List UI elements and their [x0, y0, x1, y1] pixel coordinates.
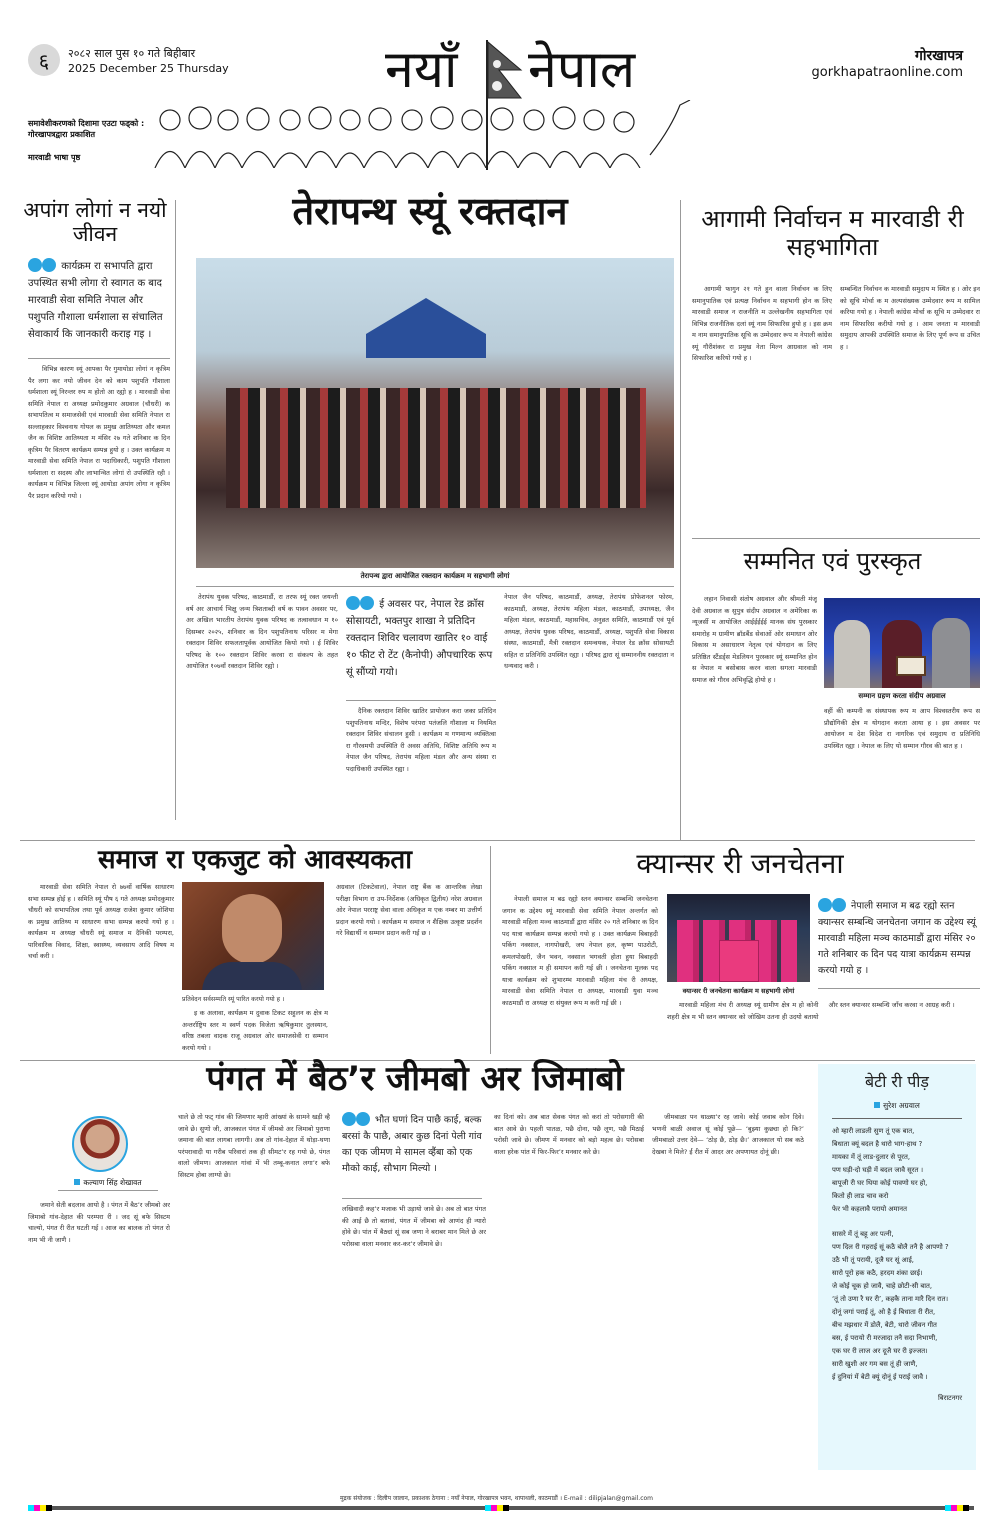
divider [346, 700, 496, 701]
masthead-left: नयाँ [385, 40, 458, 100]
quote-icon [342, 1112, 372, 1128]
poem-line: जे कोई चूक हो जावै, चाहे छोटी-सी बात, [832, 1282, 933, 1290]
page-number-text: ६ [38, 48, 50, 73]
pangat-body-5: जीमबाळा पन थाळ्या’र रह जावे। कोई जवाब कोन दिवे। भणनी बाळी अवाज सूं कोई पूछे— ‘बुझ्या कुछ्या हो कि?’ जीमबाळो उत्तर देवे— ‘ठोड़ छै, ठोड़ छै।’ आजकाल यो सब कठे देखबा ने मिले? ईं रीत में आदर अर अपणायत दोनूं छी। [652, 1113, 804, 1156]
cancer-body-2: मारवाडी महिला मंच री अध्यक्ष स्यूं ग्रामीण क्षेत्र म हो कोनी शहरी क्षेत्र म भी स्तन क्यान्सर को जोखिम उतना ही उदयो बतायो और स्तन क्यान्सर सम्बन्धि जाँच करवा न आग्रह करी । [667, 1001, 955, 1021]
person-center [882, 620, 922, 688]
samaj-photo-caption: प्रतिवेदन सर्वसम्मति स्यूं पारित करयो गयो ह । [182, 996, 285, 1003]
poem-author [832, 1098, 962, 1119]
author-avatar [72, 1116, 128, 1172]
honor-photo-caption: सम्मान ग्रहण करता संदीप अग्रवाल [858, 692, 946, 700]
quote-icon [346, 596, 376, 612]
samaj-body-2: इ क अलावा, कार्यक्रम म दुवाक टिकट सहुलन क क्षेत्र म अन्तर्राष्ट्रिय स्तर म स्वर्ण पदक विजेता ऋषिकुमार तुलस्यान, वरिष्ठ तबला वादक राजू अग्रवाल ओर समाजसेवी रा सम्मान करयो गयो । [182, 1009, 328, 1052]
apang-quote [28, 258, 170, 343]
column-divider [680, 200, 681, 840]
cancer-title: क्यान्सर री जनचेतना [636, 847, 844, 880]
poem-line: ‘तूं तो उणा रै घर री’, कहकै ताना मारै दिन रात। [832, 1295, 949, 1303]
pink-tshirt [719, 940, 759, 982]
brand-website[interactable]: gorkhapatraonline.com [811, 65, 963, 80]
date-english: 2025 December 25 Thursday [68, 62, 229, 75]
pangat-body-4: का दिनां को। अब बात सेवक पंगत को करां तो परोसगारी की बात आवे छे। पहली पातळ, पछै दोना, पछै लूण, पछै मिठाई परोसी जावे छे। जीमण में मनवार को बड़ो महत्व छे। परोसबा वाला हरेक पांत में फिर-फिर’र मनवार करे छे। [494, 1113, 644, 1156]
terapanth-quote-text: ई अवसर पर, नेपाल रेड क्रॉस सोसायटी, भक्तपुर शाखा ने प्रतिदिन रक्तदान शिविर चलावण खातिर १० वाई १० फीट रो टेंट (कैनोपी) औपचारिक रूप सूं सौंप्यो गयो। [346, 599, 493, 678]
divider [692, 538, 980, 539]
poem-line: उठै भी तूं परायी, दूजै घर सूं आई, [832, 1256, 914, 1264]
award-plaque [896, 656, 926, 676]
poem-stanza-1 [832, 1125, 962, 1216]
person-left [834, 620, 870, 688]
divider [342, 1198, 482, 1199]
brand-block [812, 46, 963, 80]
poem-box [818, 1064, 976, 1470]
pangat-title: पंगत में बैठ’र जीमबो अर जिमाबो [206, 1059, 624, 1099]
honor-body-1: लहान निवासी संतोष अग्रवाल और श्रीमती मंजू देवी अग्रवाल क सुपुत्र संदीप अग्रवाल न अमेरिका क न्यूजर्सी म आयोजित आईईईईई मानक संघ पुरस्कार समारोह म ग्रामीण ब्रॉडबैंड सेवाओं ओर समाधान ओर विकास म असाधारण नेतृत्व एवं योगदान क लिए प्रतिष्ठित स्टैंडर्ड्स मेडलियन पुरस्कार स्यूं सम्मानित होन स नेपाल म बसोबास करन वाला सगला मारवाडी समाज को गौरव अभिवृद्धि होयो ह । [692, 595, 817, 684]
poem-line: फेर भी कहलावै परायो अमानत [832, 1205, 907, 1213]
divider [818, 988, 980, 989]
pangat-body-1: जमाने सेती बदलाव आयो है । पंगत में बैठ’र जीमबो अर जिमाबो गांव-देहात की परम्परा री । जद सूं बफे सिस्टम चाल्यो, पंगत री रीत घटती गई । आज का बालक तो पंगत रो नाम भी नी जाणै । [28, 1201, 170, 1244]
tagline: समावेशीकरणको दिशामा एउटा फड्को : गोरखापत्रद्वारा प्रकाशित [28, 119, 145, 139]
poem-line: बापूजी री घर थिया कोई पावणो घर हो, [832, 1179, 928, 1187]
poem-title: बेटी री पीड़ [865, 1072, 929, 1091]
pangat-author [58, 1178, 158, 1188]
quote-icon [28, 258, 58, 274]
person-right [932, 618, 970, 688]
cancer-quote [818, 898, 980, 979]
column-divider [175, 200, 176, 820]
samaj-title: समाज रा एकजुट को आवस्यकता [98, 845, 412, 875]
poem-author-name: सुरेश अग्रवाल [883, 1101, 920, 1110]
crowd-illustration [150, 100, 710, 168]
speaker-suit [202, 962, 302, 990]
honor-title: सम्मनित एवं पुरस्कृत [743, 547, 922, 575]
masthead-right: नेपाल [528, 40, 636, 100]
cancer-awareness-photo [667, 894, 810, 982]
samaj-body-3: अग्रवाल (टिकटेवाल), नेपाल राष्ट्र बैंक क आन्तरिक लेखा परीक्षा विभाग रा उप-निर्देशक (अधिकृत द्वितीय) नरेश अग्रवाल ओर नेपाल परराष्ट्र सेवा वाला अधिकृत म एक नम्बर मा उत्तीर्ण प्रदान करयो गयो । कार्यक्रम म समाज न शैक्षिक उत्कृष्ट प्रदर्शन गरे विद्यार्थी न सम्मान प्रदान करी गई छ । [336, 883, 482, 937]
samaj-body-1: मारवाडी सेवा समिति नेपाल रो ७७वों वार्षिक साधारण सभा सम्पन्न होई ह । समिति स्यूं पौष ६ गते अध्यक्ष प्रमोदकुमार चौधरी को सभापतित्व तथा पूर्व अध्यक्ष राजेश कुमार जोशिया क प्रमुख आतिथ्य म साधारण सभा सम्पन्न करयो गयो ह । कार्यक्रम म अध्यक्ष चौधरी स्यूं समाज म दैनिकी परम्परा, पारिवारिक विवाद, शिक्षा, स्वास्थ्य, व्यवसाय आदि विषय म चर्चा करी । [28, 883, 174, 960]
poem-line: बीच मझधार में डोलै, बेटी, थारो जीवन गीत [832, 1321, 937, 1329]
poem-line: दोनूं जगां पराई तूं, ओ है ई बिधाता री रीत, [832, 1308, 936, 1316]
cancer-photo-caption: क्यान्सर री जनचेतना कार्यक्रम म सहभागी लोगां [682, 987, 795, 995]
issue-date [68, 46, 229, 76]
terapanth-body-3: नेपाल जैन परिषद, काठमाडौं, अध्यक्ष, तेरापंथ प्रोफेशनल फोरम, काठमाडौं, अध्यक्ष, तेरापंथ महिला मंडल, काठमाडौं, उपाध्यक्ष, जैन महिला मंडल, काठमाडौं, महासचिव, अनुव्रत समिति, काठमाडौं एवं पूर्व अध्यक्ष, तेरापंथ युवक परिषद, काठमाडौं, अध्यक्ष, पशुपति सेवा विकास संस्था, काठमाडौं, मैत्री रक्तदान समन्वयक, नेपाल रेड क्रॉस सोसायटी सहित रा प्रतिनिधि उपस्थित रह्या । परिषद द्वारा सूं सम्माननीय रक्तदाता न धन्यवाद करी । [504, 593, 674, 670]
terapanth-photo-caption: तेरापन्थ द्वारा आयोजित रक्तदान कार्यक्रम म सहभागी लोगां [360, 572, 510, 580]
column-divider [490, 846, 491, 1054]
bullet-square-icon [874, 1102, 880, 1108]
terapanth-quote [346, 596, 496, 681]
speaker-face [222, 894, 282, 964]
canopy-tent [366, 298, 486, 358]
section-divider [20, 840, 975, 841]
blood-donation-photo [196, 258, 674, 568]
cmyk-marks-right [945, 1505, 969, 1511]
page-type: मारवाडी भाषा पृष्ठ [28, 153, 81, 162]
honor-body-2: वहीं की कम्पनी क संस्थापक रूप म आप विश्वस्तरीय रूप स प्रौद्योगिकी क्षेत्र म योगदान करता आया ह । इस अवसर पर आयोजन म देश विदेश रा नागरिक एवं समुदाय रा प्रतिनिधि उपस्थित रह्या । नेपाल क लिए यो सम्मान गौरव की बात ह । [824, 707, 980, 750]
apang-body: विभिन्न कारण स्यूं आपका पैर गुमायोडा लोगां न कृत्रिम पैर लगा कर नयो जीवन देन को काम पशुपति गौशाला धर्मशाला स्यूं निरन्तर रुप म होतो आ रह्यो ह । मारवाडी सेवा समिति नेपाल रा अध्यक्ष प्रमोदकुमार अग्रवाल (चौधरी) क सभापतित्व म समाजसेवी एवं मारवाडी सेवा समिति नेपाल रा सल्लाहकार विश्वनाथ गोयल क प्रमुख आतिथ्यता और कमल जैन क विशिष्ट आतिथ्यता म मंसिर २७ गते शनिबार क दिन कृत्रिम पैर वितरण कार्यक्रम सम्पन्न हुयो ह । उक्त कार्यक्रम म मारवाडी सेवा समिति नेपाल रा पदाधिकारी, पशुपति गौशाला धर्मशाला रा सदस्य और लाभान्वित लोगां रो उपस्थिति रही । कार्यक्रम म विभिन्न जिल्ला स्यूं आयोडा अपांग लोगा न कृत्रिम पैर प्रदान करियो गयो । [28, 365, 170, 500]
pangat-quote [342, 1112, 482, 1177]
terapanth-body-2: दैनिक रक्तदान शिविर खातिर प्रायोजन करा जका प्रतिदिन पशुपतिनाथ मन्दिर, विशेष परंपरा पतंजलि गौशाला म नियमित रक्तदान शिविर संचालन हुसी । कार्यक्रम म गणमान्य व्यक्तित्वा रा गौरवमयी उपस्थिति री अवस अतिथि, विशिष्ट अतिथि रूप म नेपाल जैन परिषद, तेरापंथ महिला मंडल और अन्य संस्था रा पदाधिकारी उपस्थित रह्या । [346, 707, 496, 773]
election-body-1: आगामी फागुन २१ गते हुन वाला निर्वाचन क लिए समानुपातिक एवं प्रत्यक्ष निर्वाचन म सहभागी होन क लिए मारवाडी समाज न राजनीति म उल्लेखनीय सहभागिता एवं विभिन्न राजनीतिक दलां स्यूं नाम सिफारिस हुयो ह । इस क्रम म नाम समानुपातिक सूचि क उम्मेदवार रूप म नेपाली कांग्रेस स्यूं गौरीशंकर रा प्रमुख नेता मिल्न आग्रवाल को नाम सिफारिश करियो गयो ह । [692, 285, 832, 362]
divider [28, 358, 170, 359]
divider [58, 1190, 158, 1191]
election-body-2: सम्बन्धित निर्वाचन क मारवाडी समुदाय म स्थित ह । ओर इन को सूचि मोर्चा क म अल्पसंख्यक उम्मेदवार रूप म सामिल करिया गयो ह । नेपाली कांग्रेस मोर्चा क सूचि म उम्मेदवार रा नाम सिफारिस करीयो गयो ह । आम जनता म मारवाडी समुदाय आपकी उपस्थिति समाज के लिए पूर्ण रूप स उचित ह । [840, 285, 980, 351]
poem-line: पण घड़ी-दो घड़ी में बदल जावै सूरत । [832, 1166, 924, 1174]
divider [196, 586, 674, 587]
cancer-body-1: नेपाली समाज म बढ रह्यो स्तन क्यान्सर सम्बन्धि जनचेतना जगान क उद्देश्य स्यूं मारवाडी सेवा समिति नेपाल अन्तर्गत को मारवाडी महिला मञ्च काठमाडौं द्वारा मंसिर २० गते शनिबार क दिन पद यात्रा कार्यक्रम सम्पन्न करयो गयो ह । उक्त कार्यक्रम बिबाहदी पकिंग नक्साल, नागपोखरी, जय नेपाल हल, कृष्ण पाउरोटी, कमलपोखरी, जैन भवन, नक्साल भगवती होता हुया बिबाहदी पकिंग नक्साल म ही समापन करी गई छी । जनचेतना मूलक पद यात्रा कार्यक्रम को शुभारम्भ मारवाडी महिला मंच री अध्यक्ष, मारवाडी सेवा समिति नेपाल रा अध्यक्ष, मारवाडी युवा मञ्च काठमाडौं रा अध्यक्ष रा संयुक्त रूप म करी गई छी । [502, 895, 658, 1007]
poem-line: सारी खुशी अर गम बस तूं ही जाणै, [832, 1360, 918, 1368]
poem-line: ओ म्हारी लाडली सुण तूं एक बात, [832, 1127, 915, 1135]
cmyk-marks-left [28, 1505, 52, 1511]
apang-quote-text: कार्यक्रम रा सभापति द्वारा उपस्थित सभी लोगा रो स्वागत क बाद मारवाडी सेवा समिति नेपाल और पशुपति गौशाला धर्मशाला स संचालित सेवाकार्य कि जानकारी कराइ गइ । [28, 261, 163, 340]
poem-line: पण दिल री गहराई सूं कठै बोलै तनै है आपणो ? [832, 1243, 949, 1251]
pangat-author-name: कल्याण सिंह शेखावत [83, 1178, 142, 1187]
page-number [28, 44, 60, 76]
terapanth-body-1: तेरापंथ युवक परिषद, काठमाडौं, रा तरफ स्यूं रक्त जयन्ती वर्ष अर आचार्य भिक्षु जन्म त्रिशताब्दी वर्ष क पावन अवसर पर, अर अखिल भारतीय तेरापंथ युवक परिषद क तत्वावधान म १० दिसम्बर २०२५, शनिवार क दिन पशुपतिनाथ परिसर म मेगा रक्तदान शिविर सफलतापूर्वक आयोजित कियो गयो । ई शिविर परिषद के १०० रक्तदान शिविर करवा रा संकल्प के तहत आयोजित १०७वाँ रक्तदान शिविर रह्यो । [186, 593, 338, 670]
poem-line: सासरे में तूं बहू अर पत्नी, [832, 1230, 894, 1238]
pangat-body-3: लखिवादी कह’र मजाक भी उड़ायो जावे छे। अब तो बात पंगत की आई छै तो बतावां, पंगत में जीमबा को आणंद ही न्यारो होवे छे। पांत में बैठ्यां सूं सब जणा ने बराबर मान मिले छे अर परोसबा वाला मनवार कर-कर’र जीमावे छे। [342, 1205, 486, 1248]
quote-icon [818, 898, 848, 914]
cancer-quote-text: नेपाली समाज म बढ रह्यो स्तन क्यान्सर सम्बन्धि जनचेतना जगान क उद्देश्य स्यूं मारवाडी महिला मञ्च काठमाडौं द्वारा मंसिर २० गते शनिबार क दिन पद यात्रा कार्यक्रम सम्पन्न करयो गयो ह । [818, 900, 976, 976]
cmyk-marks-center [485, 1505, 509, 1511]
poem-line: मायका में तूं लाड-दुलार से पूरत, [832, 1153, 910, 1161]
poem-line: कितो ही लाड चाव करो [832, 1192, 889, 1200]
terapanth-title: तेरापन्थ स्यूं रक्तदान [292, 189, 568, 233]
brand-name: गोरखापत्र [915, 48, 963, 64]
poem-place: बिराटनगर [938, 1394, 962, 1402]
poem-line: बिधाता क्यूं बदल है थारो भाग-हाथ ? [832, 1140, 923, 1148]
footer-credits: मुद्रक संयोजक : दिलीप जालान, प्रकाशक ठेगाना : नयाँ नेपाल, गोरखापत्र भवन, थापाथली, काठमाडौं । E-mail : dilipjalan@gmail.com [339, 1495, 654, 1502]
group-of-people [226, 388, 646, 508]
award-photo [824, 598, 980, 688]
bullet-square-icon [74, 1179, 80, 1185]
poem-line: एक घर री लाज अर दूजै घर री इज्जत। [832, 1347, 928, 1355]
poem-line: ई दुनियां में बेटी क्यूं दोनूं ई पराई जावै । [832, 1373, 928, 1381]
date-nepali: २०८२ साल पुस १० गते बिहीबार [68, 47, 196, 60]
speaker-photo [182, 882, 324, 990]
pangat-quote-text: भौत घणां दिन पाछै काई, बल्क बरसां कै पाछै, अबार कुछ दिनां पेली गांव का एक जीमण मे सामल व्हैंबा को एक मौको काई, सौभाग मिल्यो । [342, 1114, 482, 1174]
pangat-body-2: चाले छे तो फट् गांव की जिमणार म्हारी आंख्यां के सामने खड़ी व्है जावे छे। सुणो जी, आजकाल पंगत में जीमबो अर जिमाबो पुराणा जमाना की बात लागबा लागगी। अब तो गांव-देहात में थोड़ा-घणा परंपरावादी या गरीब परिवारां तक ही सीमट’र रह गयो छे, पंगत वालो जीमण। आजकाल गांवां में भी तम्बू-कनात लगा’र बफे सिस्टम होबा लाग्यो छे। [178, 1113, 330, 1179]
poem-line: बस, ई परायो री मरजादा तनै सदा निभाणी, [832, 1334, 938, 1342]
apang-title: अपांग लोगां न नयो जीवन [23, 198, 167, 247]
poem-line: सारो पूरो हक कठै, हरदम शंका छाई। [832, 1269, 923, 1277]
poem-stanza-2 [832, 1228, 962, 1384]
election-title: आगामी निर्वाचन म मारवाडी री सहभागिता [701, 205, 964, 261]
